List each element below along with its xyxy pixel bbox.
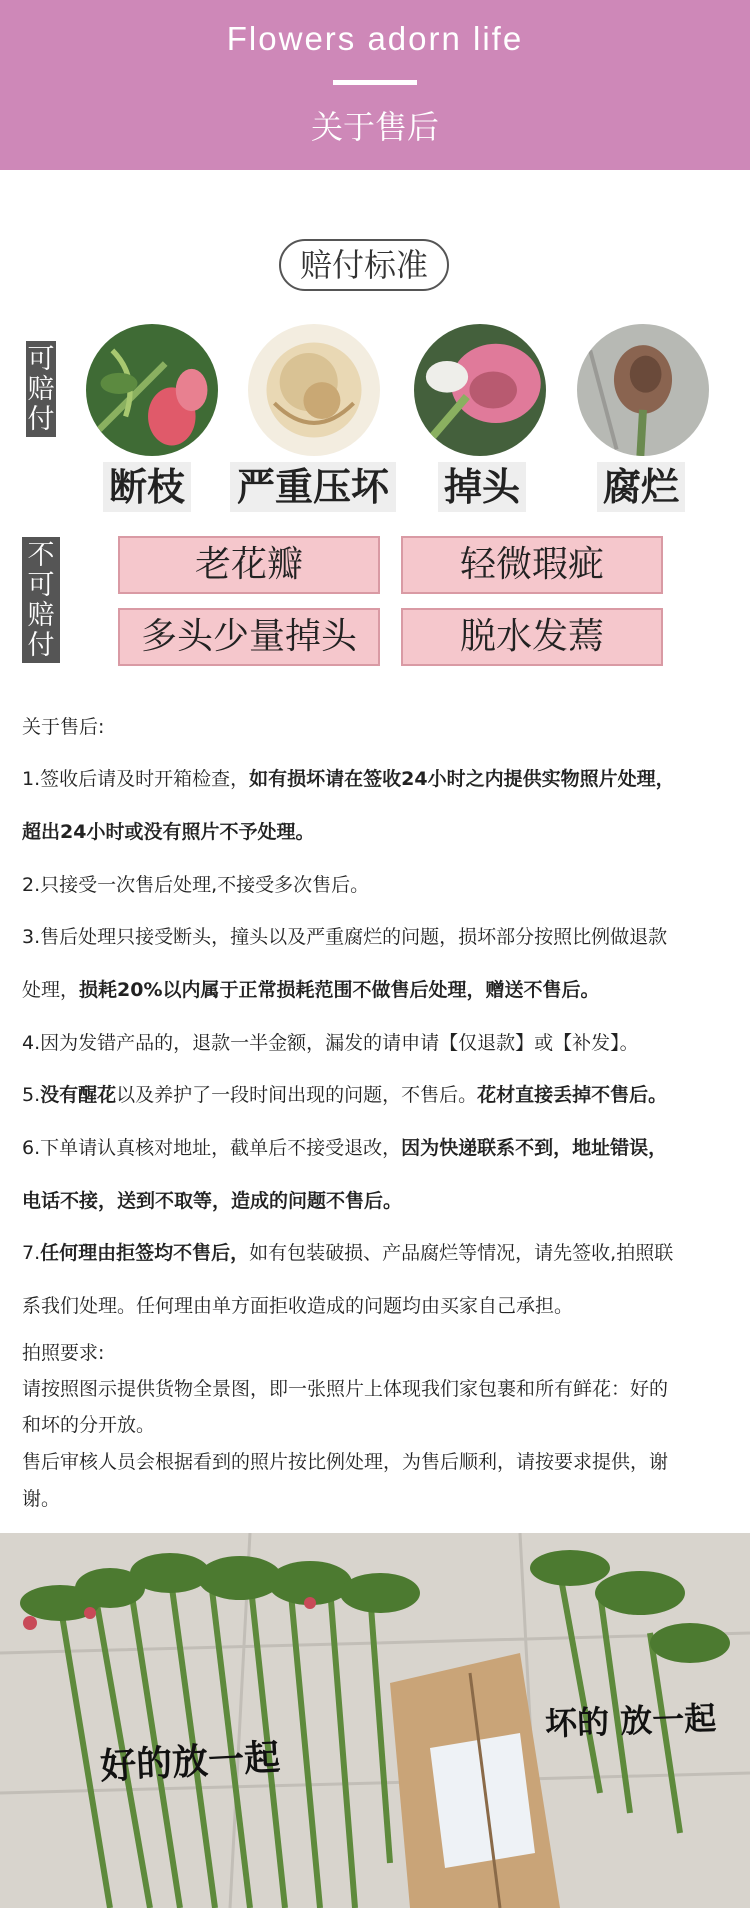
policy-item-6-cont: 电话不接，送到不取等，造成的问题不售后。: [22, 1190, 403, 1212]
non-payable-item-old-petals: 老花瓣: [118, 536, 380, 594]
non-payable-item-few-heads: 多头少量掉头: [118, 608, 380, 666]
policy-item-2: 2.只接受一次售后处理,不接受多次售后。: [22, 874, 370, 896]
photo-requirements-line-1: 请按照图示提供货物全景图，即一张照片上体现我们家包裹和所有鲜花：好的: [22, 1378, 669, 1400]
payable-item-crushed: 严重压坏: [230, 462, 396, 512]
policy-item-1-cont: 超出24小时或没有照片不予处理。: [22, 821, 315, 843]
photo-requirements-heading: 拍照要求:: [22, 1342, 105, 1364]
policy-item-3-cont: 处理，损耗20%以内属于正常损耗范围不做售后处理，赠送不售后。: [22, 979, 600, 1001]
payable-item-fallen-head: 掉头: [438, 462, 526, 512]
photo-requirements-line-4: 谢。: [22, 1488, 61, 1510]
policy-item-4: 4.因为发错产品的，退款一半金额，漏发的请申请【仅退款】或【补发】。: [22, 1032, 639, 1054]
policy-item-5: 5.没有醒花以及养护了一段时间出现的问题，不售后。花材直接丢掉不售后。: [22, 1084, 668, 1106]
payable-item-broken-stem: 断枝: [103, 462, 191, 512]
non-payable-item-minor-flaws: 轻微瑕疵: [401, 536, 663, 594]
policy-heading: 关于售后:: [22, 716, 105, 738]
policy-item-7-cont: 系我们处理。任何理由单方面拒收造成的问题均由买家自己承担。: [22, 1295, 574, 1317]
payable-label: 可 赔 付: [26, 341, 56, 437]
policy-item-7: 7.任何理由拒签均不售后，如有包装破损、产品腐烂等情况，请先签收,拍照联: [22, 1242, 674, 1264]
bad-flowers-caption: 坏的 放一起: [544, 1699, 717, 1743]
non-payable-label: 不 可 赔 付: [22, 537, 60, 663]
policy-item-6: 6.下单请认真核对地址，截单后不接受退改，因为快递联系不到，地址错误，: [22, 1137, 668, 1159]
payable-item-rotten: 腐烂: [597, 462, 685, 512]
policy-item-3: 3.售后处理只接受断头，撞头以及严重腐烂的问题，损坏部分按照比例做退款: [22, 926, 668, 948]
photo-requirements-line-3: 售后审核人员会根据看到的照片按比例处理，为售后顺利，请按要求提供，谢: [22, 1451, 669, 1473]
policy-item-1: 1.签收后请及时开箱检查，如有损坏请在签收24小时之内提供实物照片处理，: [22, 768, 675, 790]
compensation-title: 赔付标准: [279, 239, 449, 291]
policy-text: [22, 0, 732, 1530]
header-title-cn: 关于售后: [310, 108, 439, 146]
good-flowers-caption: 好的放一起: [99, 1737, 282, 1788]
non-payable-item-dehydrated: 脱水发蔫: [401, 608, 663, 666]
photo-requirements-line-2: 和坏的分开放。: [22, 1414, 156, 1436]
header-title-en: Flowers adorn life: [226, 20, 524, 57]
